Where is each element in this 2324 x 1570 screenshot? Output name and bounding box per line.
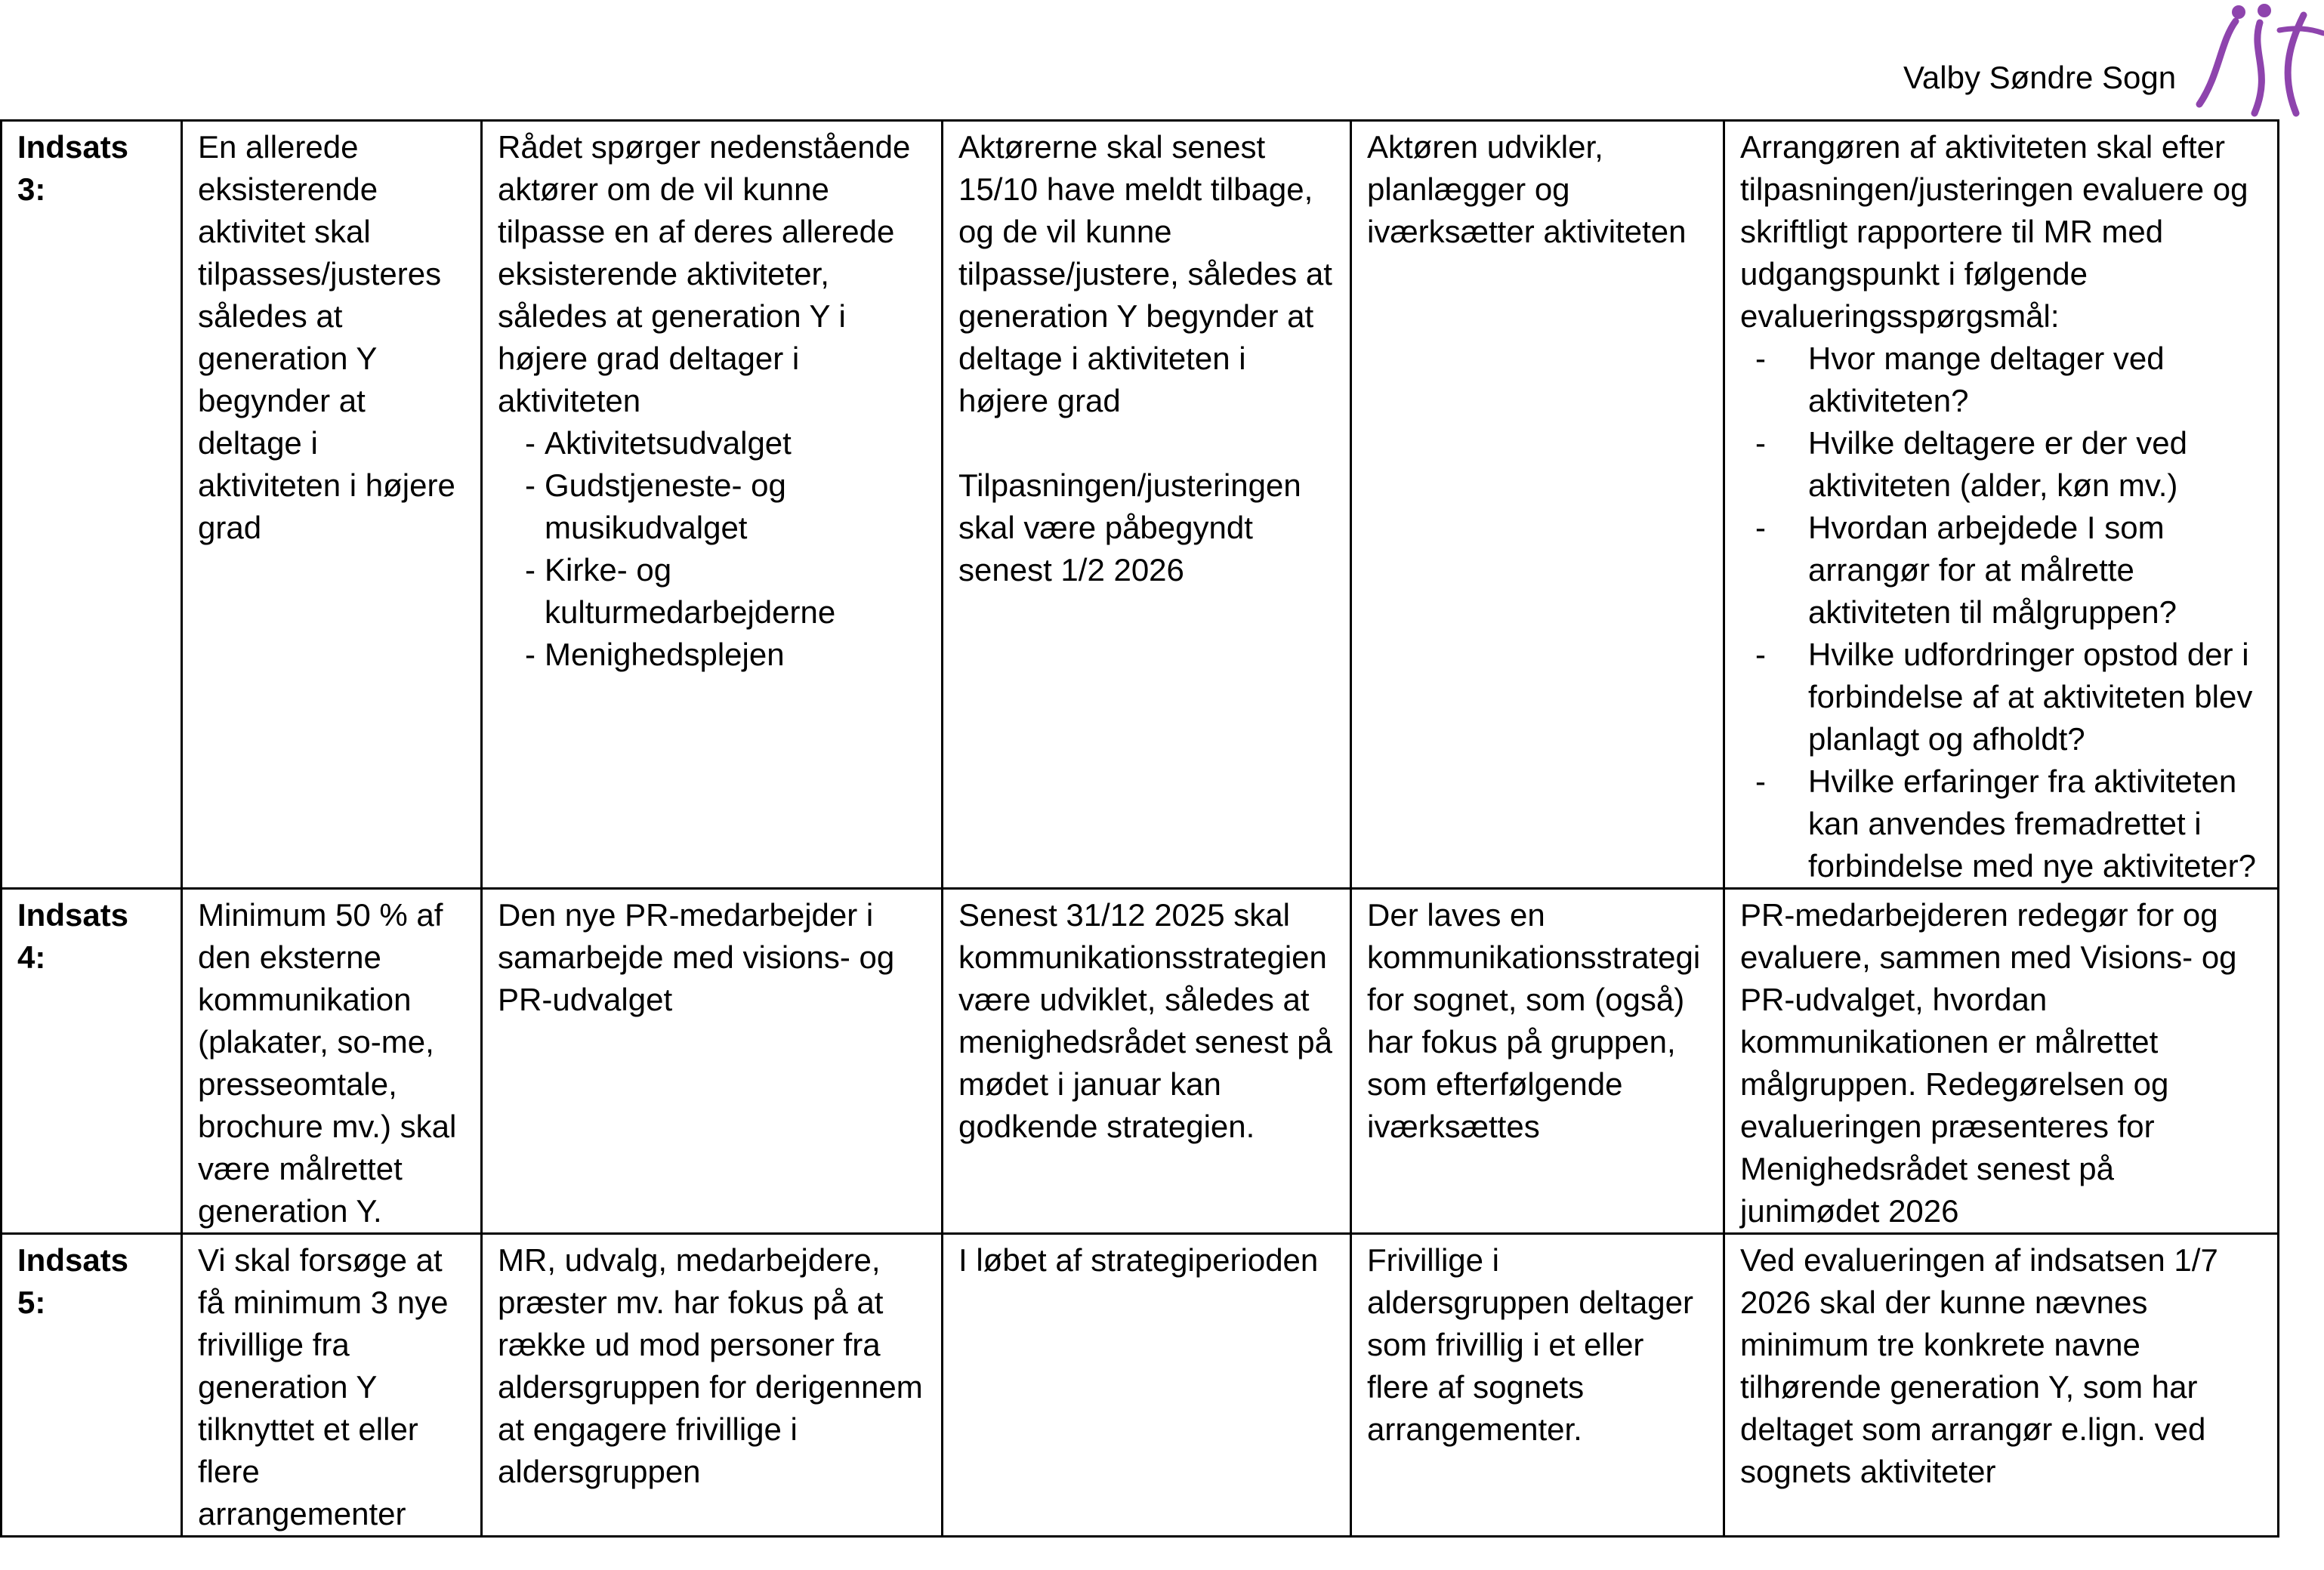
list-item: - Kirke- og kulturmedarbejderne <box>525 549 926 634</box>
row-label: Indsats 4: <box>2 889 182 1234</box>
deadline-cell: I løbet af strategiperioden <box>943 1234 1351 1537</box>
deadline-cell: Senest 31/12 2025 skal kommunikationsstrategien være udviklet, således at menighedsrådet senest på mødet i januar kan godkende strategien. <box>943 889 1351 1234</box>
list-item: - Aktivitetsudvalget <box>525 422 926 464</box>
goal-cell: Minimum 50 % af den eksterne kommunikation (plakater, so-me, presseomtale, brochure mv.) skal være målrettet generation Y. <box>182 889 482 1234</box>
goal-cell: Vi skal forsøge at få minimum 3 nye frivillige fra generation Y tilknyttet et eller flere arrangementer <box>182 1234 482 1537</box>
list-item: - Hvor mange deltager ved aktiviteten? <box>1755 338 2262 422</box>
row-label: Indsats 3: <box>2 121 182 889</box>
list-item: - Hvordan arbejdede I som arrangør for at målrette aktiviteten til målgruppen? <box>1755 507 2262 634</box>
goal-cell: En allerede eksisterende aktivitet skal tilpasses/justeres således at generation Y begynder at deltage i aktiviteten i højere grad <box>182 121 482 889</box>
deadline-cell <box>943 121 1351 889</box>
responsible-cell: Aktøren udvikler, planlægger og iværksætter aktiviteten <box>1351 121 1724 889</box>
list-item: - Hvilke udfordringer opstod der i forbindelse af at aktiviteten blev planlagt og afholdt? <box>1755 634 2262 760</box>
organization-name: Valby Søndre Sogn <box>1903 60 2177 95</box>
list-item: - Menighedsplejen <box>525 634 926 676</box>
responsible-cell: Frivillige i aldersgruppen deltager som frivillig i et eller flere af sognets arrangementer. <box>1351 1234 1724 1537</box>
strategy-table <box>0 119 2279 1538</box>
parish-logo <box>2190 0 2324 122</box>
deadline-text: Tilpasningen/justeringen skal være påbegyndt senest 1/2 2026 <box>958 467 1301 588</box>
evaluation-cell <box>1724 121 2279 889</box>
deadline-text: Aktørerne skal senest 15/10 have meldt tilbage, og de vil kunne tilpasse/justere, således at generation Y begynder at deltage i aktiviteten i højere grad <box>958 129 1332 418</box>
method-cell <box>482 121 943 889</box>
responsible-cell: Der laves en kommunikationsstrategi for sognet, som (også) har fokus på gruppen, som efterfølgende iværksættes <box>1351 889 1724 1234</box>
list-item: - Hvilke deltagere er der ved aktiviteten (alder, køn mv.) <box>1755 422 2262 507</box>
evaluation-cell: Ved evalueringen af indsatsen 1/7 2026 skal der kunne nævnes minimum tre konkrete navne tilhørende generation Y, som har deltaget som arrangør e.lign. ved sognets aktiviteter <box>1724 1234 2279 1537</box>
table-row <box>2 889 2279 1234</box>
method-intro: Rådet spørger nedenstående aktører om de vil kunne tilpasse en af deres allerede eksisterende aktiviteter, således at generation Y i højere grad deltager i aktiviteten <box>498 129 911 418</box>
method-cell: MR, udvalg, medarbejdere, præster mv. har fokus på at række ud mod personer fra aldersgruppen for derigennem at engagere frivillige i aldersgruppen <box>482 1234 943 1537</box>
evaluation-cell: PR-medarbejderen redegør for og evaluere, sammen med Visions- og PR-udvalget, hvordan kommunikationen er målrettet målgruppen. Redegørelsen og evalueringen præsenteres for Menighedsrådet senest på junimødet 2026 <box>1724 889 2279 1234</box>
method-cell: Den nye PR-medarbejder i samarbejde med visions- og PR-udvalget <box>482 889 943 1234</box>
list-item: - Gudstjeneste- og musikudvalget <box>525 464 926 549</box>
evaluation-intro: Arrangøren af aktiviteten skal efter tilpasningen/justeringen evaluere og skriftligt rapportere til MR med udgangspunkt i følgende evalueringsspørgsmål: <box>1740 129 2248 334</box>
actor-list <box>498 422 926 676</box>
row-label: Indsats 5: <box>2 1234 182 1537</box>
table-row <box>2 1234 2279 1537</box>
evaluation-questions <box>1740 338 2262 887</box>
list-item: - Hvilke erfaringer fra aktiviteten kan anvendes fremadrettet i forbindelse med nye aktiviteter? <box>1755 760 2262 887</box>
table-row <box>2 121 2279 889</box>
